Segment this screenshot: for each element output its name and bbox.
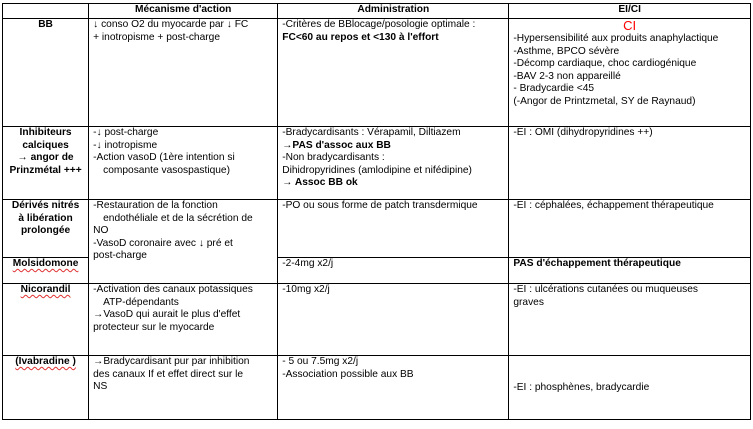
- row-name-nicorandil: Nicorandil: [3, 284, 89, 356]
- mol-admin: -2-4mg x2/j: [278, 258, 509, 284]
- header-eici: EI/CI: [509, 4, 751, 19]
- nic-eici: -EI : ulcérations cutanées ou muqueuses graves: [509, 284, 751, 356]
- table-row-inhibiteurs-calciques: [3, 127, 751, 200]
- bb-admin: -Critères de BBlocage/posologie optimale : FC<60 au repos et <130 à l'effort: [278, 19, 509, 127]
- ci-title: CI: [623, 18, 637, 33]
- bb-mechanism: ↓ conso O2 du myocarde par ↓ FC + inotropisme + post-charge: [89, 19, 278, 127]
- header-row: [3, 4, 751, 19]
- dn-eici: -EI : céphalées, échappement thérapeutique: [509, 200, 751, 258]
- dn-mechanism: -Restauration de la fonction endothéliale et de la sécrétion de NO -VasoD coronaire avec ↓ pré et post-charge: [89, 200, 278, 284]
- mol-eici: PAS d'échappement thérapeutique: [509, 258, 751, 284]
- row-name-bb: BB: [3, 19, 89, 127]
- table-row-bb: [3, 19, 751, 127]
- row-name-molsidomone: Molsidomone: [3, 258, 89, 284]
- header-empty: [3, 4, 89, 19]
- table-row-ivabradine: [3, 356, 751, 420]
- bb-eici: CI -Hypersensibilité aux produits anaphylactique -Asthme, BPCO sévère -Décomp cardiaque, choc cardiogénique -BAV 2-3 non appareillé - Bradycardie <45 (-Angor de Printzmetal, SY de Raynaud): [509, 19, 751, 127]
- table-row-derives-nitres: [3, 200, 751, 258]
- ic-admin: -Bradycardisants : Vérapamil, Diltiazem →PAS d'assoc aux BB -Non bradycardisants : Dihidropyridines (amlodipine et nifédipine) → Assoc BB ok: [278, 127, 509, 200]
- iva-mechanism: →Bradycardisant pur par inhibition des canaux If et effet direct sur le NS: [89, 356, 278, 420]
- dn-admin: -PO ou sous forme de patch transdermique: [278, 200, 509, 258]
- row-name-derives-nitres: Dérivés nitrés à libération prolongée: [3, 200, 89, 258]
- nic-mechanism: -Activation des canaux potassiques ATP-dépendants →VasoD qui aurait le plus d'effet protecteur sur le myocarde: [89, 284, 278, 356]
- nic-admin: -10mg x2/j: [278, 284, 509, 356]
- iva-admin: - 5 ou 7.5mg x2/j -Association possible aux BB: [278, 356, 509, 420]
- row-name-ivabradine: (Ivabradine ): [3, 356, 89, 420]
- iva-eici: -EI : phosphènes, bradycardie: [509, 356, 751, 420]
- ic-mechanism: -↓ post-charge -↓ inotropisme -Action vasoD (1ère intention si composante vasospastique): [89, 127, 278, 200]
- table-row-nicorandil: [3, 284, 751, 356]
- header-administration: Administration: [278, 4, 509, 19]
- drug-comparison-table: [2, 3, 751, 420]
- header-mechanism: Mécanisme d'action: [89, 4, 278, 19]
- row-name-inhibiteurs-calciques: Inhibiteurs calciques → angor de Prinzmétal +++: [3, 127, 89, 200]
- ic-eici: -EI : OMI (dihydropyridines ++): [509, 127, 751, 200]
